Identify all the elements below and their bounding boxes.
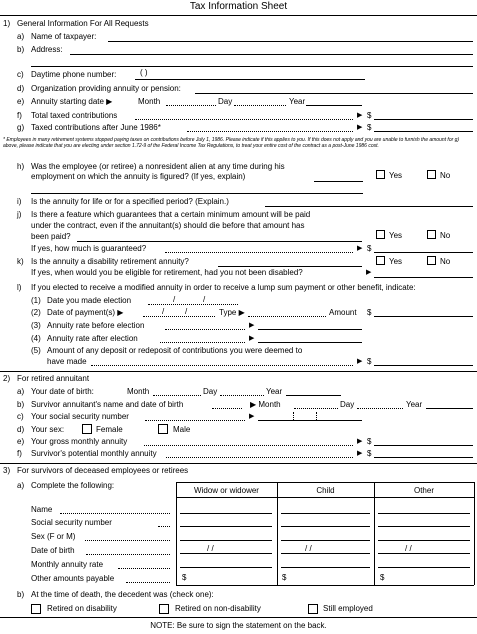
male-checkbox[interactable] xyxy=(158,424,168,434)
male-label: Male xyxy=(173,425,191,434)
survivor-annuity-label: Survivor's potential monthly annuity xyxy=(31,449,157,458)
section-divider xyxy=(0,463,477,464)
survivor-name-label: Survivor annuitant's name and date of birth xyxy=(31,400,184,409)
disability-question: Is the annuity a disability retirement annuity? xyxy=(31,257,189,266)
guarantee-no-checkbox[interactable] xyxy=(427,230,436,239)
annuity-start-label: Annuity starting date ▶ xyxy=(31,97,113,106)
date-slashes: / / xyxy=(305,544,312,553)
grid-cell-line[interactable] xyxy=(281,567,370,568)
rate-after-field[interactable] xyxy=(258,342,362,343)
section-heading: For retired annuitant xyxy=(17,374,90,383)
amount-label: Amount xyxy=(329,308,357,317)
guarantee-yes-checkbox[interactable] xyxy=(376,230,385,239)
year-label: Year xyxy=(266,387,283,396)
grid-border xyxy=(474,482,475,585)
date-slashes: / / xyxy=(207,544,214,553)
deposit-label: Amount of any deposit or redeposit of contributions you were deemed to xyxy=(47,346,303,355)
arrow-icon: ▶ xyxy=(357,112,363,119)
disability-field[interactable] xyxy=(218,266,362,267)
item-letter: h) xyxy=(17,162,25,171)
female-checkbox[interactable] xyxy=(82,424,92,434)
grid-cell-line[interactable] xyxy=(378,526,470,527)
dollar-sign: $ xyxy=(367,244,372,253)
phone-label: Daytime phone number: xyxy=(31,70,117,79)
item-letter: b) xyxy=(17,590,25,599)
ssn-separator xyxy=(316,412,317,420)
eligibility-field[interactable] xyxy=(374,277,473,278)
birth-date-label: Your date of birth: xyxy=(31,387,94,396)
type-label: Type ▶ xyxy=(219,308,245,317)
taxpayer-name-field[interactable] xyxy=(108,41,473,42)
arrow-icon: ▶ xyxy=(249,335,255,342)
sex-label: Your sex: xyxy=(31,425,65,434)
organization-field[interactable] xyxy=(195,93,473,94)
rate-before-field[interactable] xyxy=(258,329,362,330)
type-field[interactable] xyxy=(248,316,326,317)
leader-dots xyxy=(145,420,245,421)
row-label-ssn: Social security number xyxy=(31,518,112,527)
item-letter: a) xyxy=(17,387,25,396)
taxpayer-name-label: Name of taxpayer: xyxy=(31,32,97,41)
row-label-monthly-rate: Monthly annuity rate xyxy=(31,560,104,569)
gross-annuity-label: Your gross monthly annuity xyxy=(31,437,128,446)
day-label: Day xyxy=(203,387,218,396)
guarantee-field[interactable] xyxy=(77,241,362,242)
dollar-sign: $ xyxy=(367,111,372,120)
month-label: Month xyxy=(127,387,150,396)
organization-label: Organization providing annuity or pension: xyxy=(31,84,181,93)
item-letter: d) xyxy=(17,425,25,434)
grid-cell-line[interactable] xyxy=(281,513,370,514)
dollar-sign: $ xyxy=(182,573,187,582)
day-field[interactable] xyxy=(234,105,286,106)
no-label: No xyxy=(440,171,451,180)
item-letter: a) xyxy=(17,481,25,490)
nonresident-question: Was the employee (or retiree) a nonresident alien at any time during his xyxy=(31,162,285,171)
retired-disability-checkbox[interactable] xyxy=(31,604,41,614)
date-slashes: / / xyxy=(405,544,412,553)
section-heading: General Information For All Requests xyxy=(17,19,149,28)
complete-following-label: Complete the following: xyxy=(31,481,115,490)
item-letter: f) xyxy=(17,449,22,458)
dollar-sign: $ xyxy=(367,123,372,132)
date-slash: / xyxy=(203,295,206,304)
item-letter: c) xyxy=(17,70,24,79)
no-label: No xyxy=(440,231,451,240)
item-letter: c) xyxy=(17,412,24,421)
still-employed-label: Still employed xyxy=(323,604,373,613)
dollar-sign: $ xyxy=(380,573,385,582)
item-letter: b) xyxy=(17,45,25,54)
guarantee-question-cont: under the contract, even if the annuitant(s) should die before that amount has xyxy=(31,221,305,230)
day-label: Day xyxy=(340,400,355,409)
grid-border xyxy=(277,482,278,585)
page-title: Tax Information Sheet xyxy=(189,1,288,12)
grid-border xyxy=(176,482,474,483)
total-contributions-label: Total taxed contributions xyxy=(31,111,118,120)
rate-before-label: Annuity rate before election xyxy=(47,321,145,330)
explain-field[interactable] xyxy=(314,181,363,182)
leader-dots xyxy=(118,568,170,569)
leader-dots xyxy=(86,554,170,555)
grid-border xyxy=(176,482,177,585)
arrow-icon: ▶ xyxy=(357,358,363,365)
still-employed-checkbox[interactable] xyxy=(308,604,318,614)
life-or-period-label: Is the annuity for life or for a specified period? (Explain.) xyxy=(31,197,229,206)
grid-cell-line[interactable] xyxy=(180,540,272,541)
leader-dots xyxy=(60,513,170,514)
birth-month-field[interactable] xyxy=(153,395,201,396)
subitem-number: (5) xyxy=(31,346,41,355)
grid-border xyxy=(176,585,474,586)
grid-cell-line[interactable] xyxy=(378,567,470,568)
item-letter: e) xyxy=(17,437,25,446)
ssn-field[interactable] xyxy=(258,420,362,421)
leader-dots xyxy=(212,408,242,409)
grid-cell-line[interactable] xyxy=(378,540,470,541)
deposit-label-cont: have made xyxy=(47,357,87,366)
guarantee-question-cont: been paid? xyxy=(31,232,71,241)
date-slash: / xyxy=(185,307,188,316)
item-letter: b) xyxy=(17,400,25,409)
dollar-sign: $ xyxy=(367,437,372,446)
explain-field-2[interactable] xyxy=(31,193,363,194)
month-label: Month xyxy=(138,97,161,106)
guarantee-question: Is there a feature which guarantees that a certain minimum amount will be paid xyxy=(31,210,311,219)
ssn-label: Your social security number xyxy=(31,412,129,421)
sign-note: NOTE: Be sure to sign the statement on the back. xyxy=(150,621,327,630)
column-header-child: Child xyxy=(316,486,335,495)
leader-dots xyxy=(126,582,170,583)
decedent-status-label: At the time of death, the decedent was (check one): xyxy=(31,590,214,599)
area-code-parens: ( ) xyxy=(140,68,148,77)
item-letter: a) xyxy=(17,32,25,41)
survivor-day-field[interactable] xyxy=(357,408,403,409)
item-letter: l) xyxy=(17,283,22,292)
dollar-sign: $ xyxy=(282,573,287,582)
payment-amount-field[interactable] xyxy=(374,316,473,317)
grid-cell-line[interactable] xyxy=(281,553,370,554)
section-divider xyxy=(0,371,477,372)
month-label: ▶ Month xyxy=(250,400,281,409)
yes-label: Yes xyxy=(389,257,403,266)
arrow-icon: ▶ xyxy=(357,438,363,445)
grid-border xyxy=(374,482,375,585)
arrow-icon: ▶ xyxy=(357,245,363,252)
item-letter: e) xyxy=(17,97,25,106)
election-date-label: Date you made election xyxy=(47,296,132,305)
date-slash: / xyxy=(162,307,165,316)
year-label: Year xyxy=(406,400,423,409)
section-number: 1) xyxy=(3,19,11,28)
retired-non-disability-label: Retired on non-disability xyxy=(175,604,261,613)
section-divider xyxy=(0,617,477,618)
payment-date-field[interactable] xyxy=(143,316,215,317)
grid-cell-line[interactable] xyxy=(281,540,370,541)
disability-yes-checkbox[interactable] xyxy=(376,256,385,265)
rate-after-label: Annuity rate after election xyxy=(47,334,138,343)
leader-dots xyxy=(144,445,353,446)
grid-cell-line[interactable] xyxy=(180,553,272,554)
year-label: Year xyxy=(289,97,306,106)
leader-dots xyxy=(165,329,245,330)
no-label: No xyxy=(440,257,451,266)
leader-dots xyxy=(166,457,353,458)
item-letter: d) xyxy=(17,84,25,93)
ssn-separator xyxy=(293,412,294,420)
guaranteed-amount-label: If yes, how much is guaranteed? xyxy=(31,244,147,253)
retired-disability-label: Retired on disability xyxy=(47,604,117,613)
grid-border xyxy=(176,497,474,498)
divider xyxy=(0,15,477,16)
yes-label: Yes xyxy=(389,171,403,180)
nonresident-yes-checkbox[interactable] xyxy=(376,170,385,179)
guaranteed-amount-field[interactable] xyxy=(374,252,473,253)
retired-non-disability-checkbox[interactable] xyxy=(159,604,169,614)
row-label-dob: Date of birth xyxy=(31,546,75,555)
grid-cell-line[interactable] xyxy=(281,526,370,527)
contributions-after-1986-field[interactable] xyxy=(374,131,473,132)
month-field[interactable] xyxy=(166,105,216,106)
column-header-other: Other xyxy=(413,486,434,495)
subitem-number: (3) xyxy=(31,321,41,330)
year-field[interactable] xyxy=(306,105,362,106)
arrow-icon: ▶ xyxy=(357,450,363,457)
address-label: Address: xyxy=(31,45,63,54)
item-letter: k) xyxy=(17,257,24,266)
leader-dots xyxy=(160,342,245,343)
row-label-other-amounts: Other amounts payable xyxy=(31,574,115,583)
payment-date-label: Date of payment(s) ▶ xyxy=(47,308,124,317)
subitem-number: (2) xyxy=(31,308,41,317)
leader-dots xyxy=(85,540,170,541)
modified-annuity-question: If you elected to receive a modified annuity in order to receive a lump sum payment or other benefit, indicate: xyxy=(31,283,416,292)
total-contributions-field[interactable] xyxy=(374,119,473,120)
nonresident-no-checkbox[interactable] xyxy=(427,170,436,179)
contributions-after-1986-label: Taxed contributions after June 1986* xyxy=(31,123,161,132)
item-letter: f) xyxy=(17,111,22,120)
deposit-amount-field[interactable] xyxy=(374,365,473,366)
survivor-year-field[interactable] xyxy=(426,408,473,409)
disability-no-checkbox[interactable] xyxy=(427,256,436,265)
leader-dots xyxy=(135,119,353,120)
grid-cell-line[interactable] xyxy=(378,513,470,514)
grid-cell-line[interactable] xyxy=(180,526,272,527)
life-or-period-field[interactable] xyxy=(265,206,473,207)
gross-annuity-field[interactable] xyxy=(374,445,473,446)
survivor-annuity-field[interactable] xyxy=(374,457,473,458)
section-number: 2) xyxy=(3,374,11,383)
item-letter: j) xyxy=(17,210,22,219)
address-field[interactable] xyxy=(70,54,473,55)
leader-dots xyxy=(187,131,353,132)
row-label-name: Name xyxy=(31,505,53,514)
section-heading: For survivors of deceased employees or retirees xyxy=(17,466,189,475)
subitem-number: (1) xyxy=(31,296,41,305)
arrow-icon: ▶ xyxy=(366,269,372,276)
subitem-number: (4) xyxy=(31,334,41,343)
dollar-sign: $ xyxy=(367,357,372,366)
phone-field[interactable] xyxy=(135,79,365,80)
arrow-icon: ▶ xyxy=(249,322,255,329)
day-label: Day xyxy=(218,97,233,106)
dollar-sign: $ xyxy=(367,308,372,317)
leader-dots xyxy=(158,526,170,527)
yes-label: Yes xyxy=(389,231,403,240)
arrow-icon: ▶ xyxy=(357,124,363,131)
address-field-2[interactable] xyxy=(31,66,473,67)
column-header-widow: Widow or widower xyxy=(194,486,259,495)
female-label: Female xyxy=(96,425,123,434)
birth-year-field[interactable] xyxy=(286,395,341,396)
election-date-field[interactable] xyxy=(148,304,238,305)
leader-dots xyxy=(91,365,353,366)
eligibility-label: If yes, when would you be eligible for retirement, had you not been disabled? xyxy=(31,268,303,277)
item-letter: g) xyxy=(17,123,25,132)
arrow-icon: ▶ xyxy=(249,413,255,420)
row-label-sex: Sex (F or M) xyxy=(31,532,76,541)
birth-day-field[interactable] xyxy=(220,395,264,396)
date-slash: / xyxy=(173,295,176,304)
grid-cell-line[interactable] xyxy=(378,553,470,554)
grid-cell-line[interactable] xyxy=(180,567,272,568)
grid-cell-line[interactable] xyxy=(180,513,272,514)
item-letter: i) xyxy=(17,197,22,206)
dollar-sign: $ xyxy=(367,449,372,458)
section-number: 3) xyxy=(3,466,11,475)
survivor-month-field[interactable] xyxy=(294,408,338,409)
nonresident-question-cont: employment on which the annuity is figured? (If yes, explain) xyxy=(31,172,246,181)
footnote: * Employees in many retirement systems stopped paying taxes on contributions before July 1, 1986. Please indicate if this applies to you. If this does not apply and you are unable to furnish the amount for g) above, please indicate that you are electing under section 1.72-9 of the Federal Income Tax Regulations, to treat your entire cost of the contract as a post-June 1986 cost. xyxy=(3,137,460,149)
leader-dots xyxy=(165,252,353,253)
